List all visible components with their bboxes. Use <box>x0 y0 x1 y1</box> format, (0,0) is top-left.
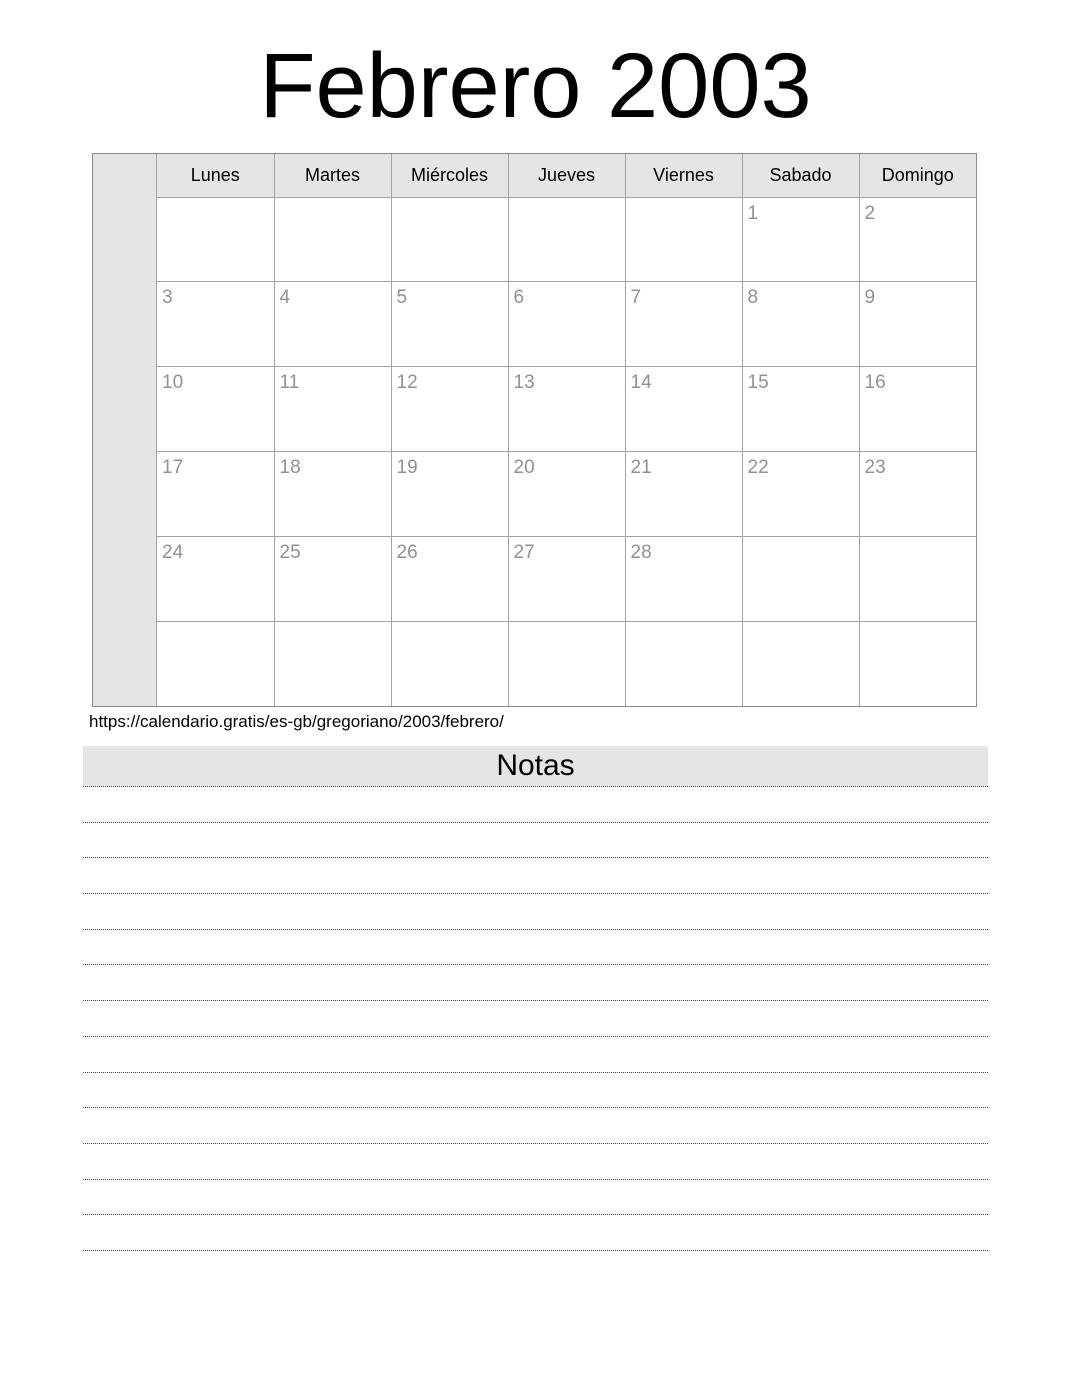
notes-line <box>83 894 988 930</box>
calendar-grid <box>157 154 976 706</box>
day-cell: 4 <box>274 282 391 367</box>
day-cell: 8 <box>742 282 859 367</box>
notes-line <box>83 858 988 894</box>
day-cell <box>742 621 859 706</box>
notes-line <box>83 930 988 966</box>
day-cell: 21 <box>625 451 742 536</box>
weekday-header-row <box>157 154 976 197</box>
day-cell <box>508 621 625 706</box>
page-title: Febrero 2003 <box>259 35 812 137</box>
day-cell: 26 <box>391 536 508 621</box>
day-cell <box>859 621 976 706</box>
week-number-column <box>93 154 157 706</box>
week-row <box>157 367 976 452</box>
week-row <box>157 451 976 536</box>
day-cell: 14 <box>625 367 742 452</box>
day-cell: 5 <box>391 282 508 367</box>
weekday-header-jueves: Jueves <box>508 154 625 197</box>
notes-line <box>83 1073 988 1109</box>
notes-header <box>83 746 988 787</box>
day-cell <box>625 621 742 706</box>
day-cell <box>157 197 274 282</box>
day-cell: 13 <box>508 367 625 452</box>
day-cell: 18 <box>274 451 391 536</box>
day-cell: 11 <box>274 367 391 452</box>
notes-line <box>83 1215 988 1251</box>
day-cell <box>274 197 391 282</box>
weekday-header-miercoles: Miércoles <box>391 154 508 197</box>
weekday-header-lunes: Lunes <box>157 154 274 197</box>
notes-line <box>83 1180 988 1216</box>
weekday-header-martes: Martes <box>274 154 391 197</box>
day-cell: 27 <box>508 536 625 621</box>
notes-line <box>83 1144 988 1180</box>
week-row <box>157 282 976 367</box>
day-cell: 16 <box>859 367 976 452</box>
notes-line <box>83 1001 988 1037</box>
notes-line <box>83 787 988 823</box>
day-cell: 7 <box>625 282 742 367</box>
day-cell: 9 <box>859 282 976 367</box>
week-row <box>157 197 976 282</box>
day-cell: 15 <box>742 367 859 452</box>
day-cell: 28 <box>625 536 742 621</box>
day-cell: 2 <box>859 197 976 282</box>
day-cell <box>391 197 508 282</box>
day-cell <box>859 536 976 621</box>
day-cell: 3 <box>157 282 274 367</box>
weekday-header-domingo: Domingo <box>859 154 976 197</box>
notes-line <box>83 823 988 859</box>
day-cell: 24 <box>157 536 274 621</box>
day-cell: 1 <box>742 197 859 282</box>
day-cell <box>508 197 625 282</box>
calendar-table <box>92 153 977 707</box>
source-url: https://calendario.gratis/es-gb/gregoriano/2003/febrero/ <box>89 712 504 731</box>
week-row <box>157 621 976 706</box>
notes-line <box>83 1037 988 1073</box>
day-cell: 10 <box>157 367 274 452</box>
day-cell: 12 <box>391 367 508 452</box>
day-cell: 22 <box>742 451 859 536</box>
notes-lines <box>83 787 988 1251</box>
day-cell <box>274 621 391 706</box>
day-cell <box>625 197 742 282</box>
week-row <box>157 536 976 621</box>
day-cell: 25 <box>274 536 391 621</box>
day-cell <box>391 621 508 706</box>
day-cell <box>742 536 859 621</box>
day-cell: 19 <box>391 451 508 536</box>
day-cell: 23 <box>859 451 976 536</box>
notes-line <box>83 1108 988 1144</box>
notes-header-label: Notas <box>496 749 575 782</box>
day-cell: 20 <box>508 451 625 536</box>
day-cell: 6 <box>508 282 625 367</box>
notes-line <box>83 965 988 1001</box>
weekday-header-viernes: Viernes <box>625 154 742 197</box>
day-cell <box>157 621 274 706</box>
day-cell: 17 <box>157 451 274 536</box>
weekday-header-sabado: Sabado <box>742 154 859 197</box>
